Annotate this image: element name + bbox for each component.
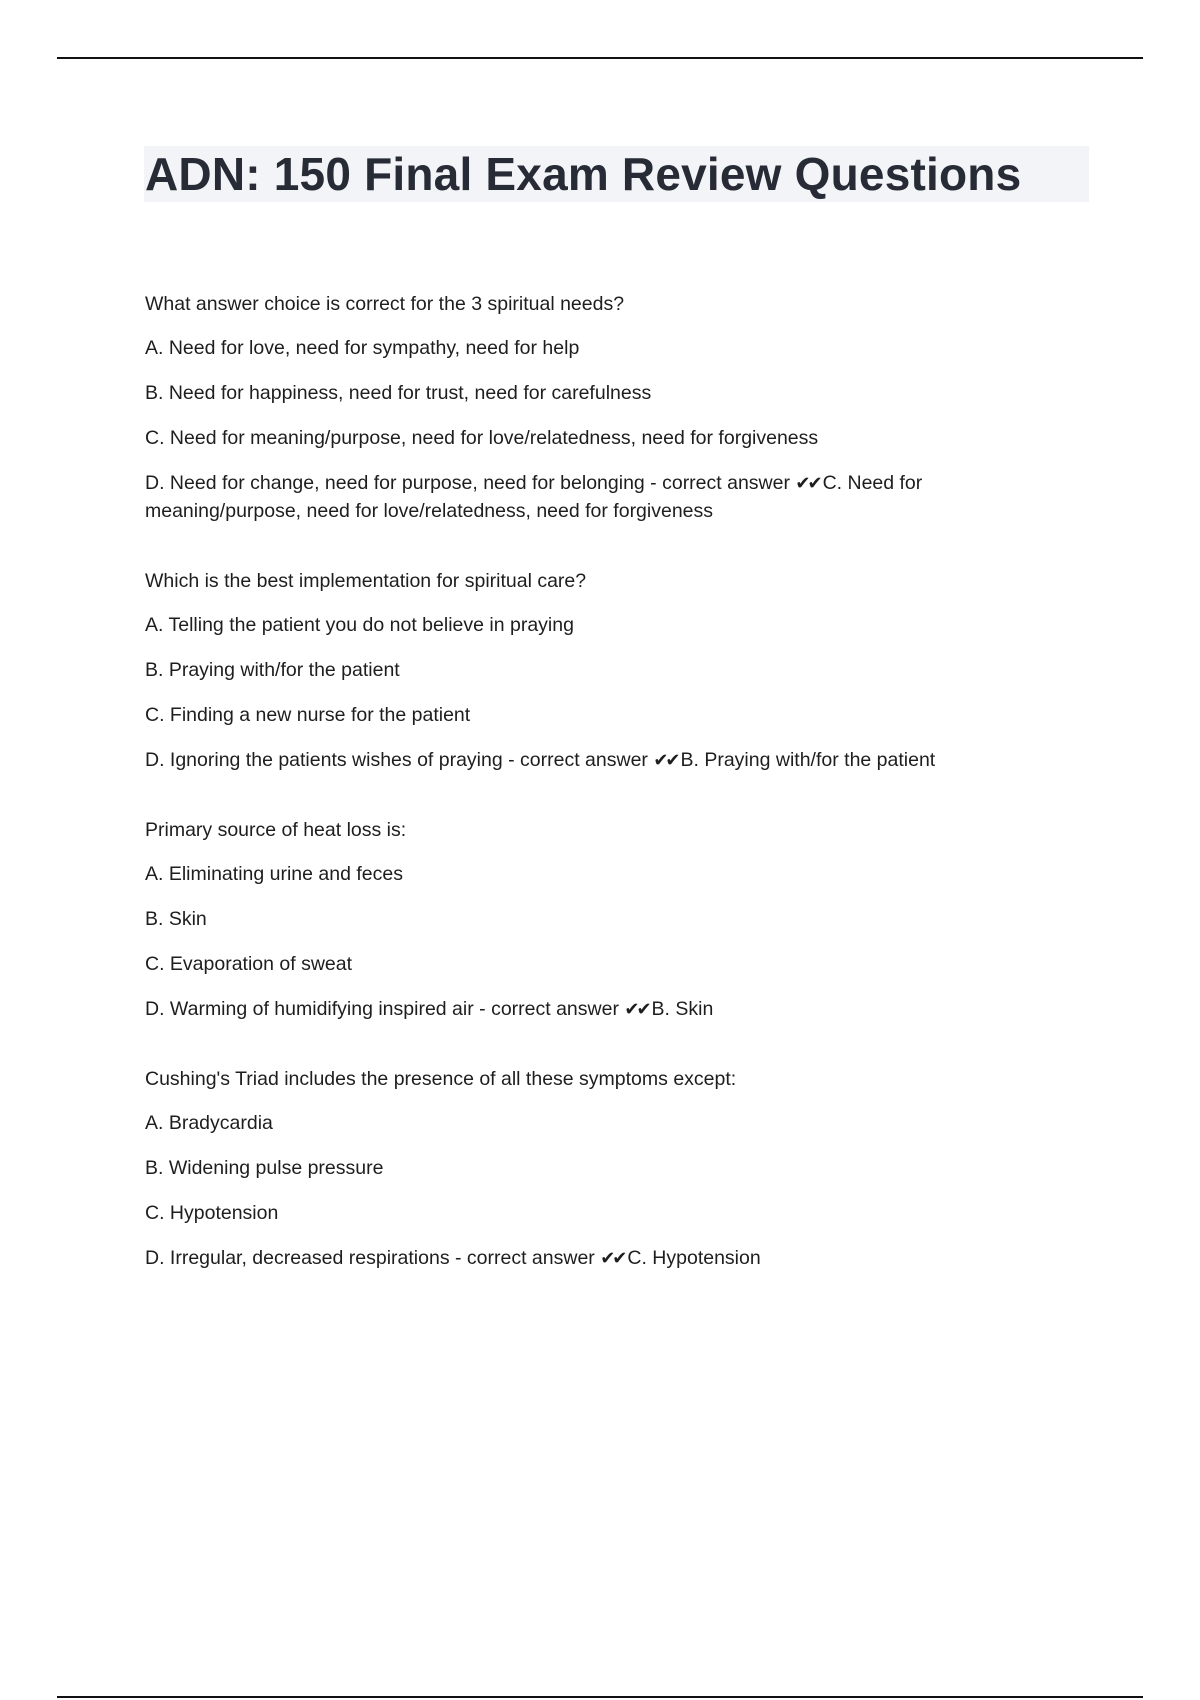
- double-check-icon: ✔✔: [795, 473, 820, 493]
- question-block: [145, 1065, 1005, 1272]
- answer-option-with-key: [145, 995, 1005, 1023]
- correct-answer: C. Hypotension: [627, 1247, 761, 1269]
- answer-prefix: - correct answer: [449, 1247, 601, 1269]
- questions-list: [145, 290, 1005, 1314]
- answer-option: C. Finding a new nurse for the patient: [145, 704, 471, 726]
- answer-option: A. Bradycardia: [145, 1112, 273, 1134]
- bottom-divider: [57, 1696, 1143, 1698]
- answer-prefix: - correct answer: [502, 749, 654, 771]
- question-text: What answer choice is correct for the 3 spiritual needs?: [145, 293, 625, 315]
- option-text: D. Ignoring the patients wishes of praying: [145, 749, 503, 771]
- question-text: Cushing's Triad includes the presence of all these symptoms except:: [145, 1068, 737, 1090]
- double-check-icon: ✔✔: [600, 1248, 625, 1268]
- question-block: [145, 567, 1005, 774]
- double-check-icon: ✔✔: [624, 999, 649, 1019]
- answer-option: C. Need for meaning/purpose, need for love/relatedness, need for forgiveness: [145, 427, 819, 449]
- page-title: ADN: 150 Final Exam Review Questions: [145, 148, 1022, 200]
- correct-answer: B. Skin: [651, 998, 714, 1020]
- question-block: [145, 816, 1005, 1023]
- question-text: Which is the best implementation for spiritual care?: [145, 570, 587, 592]
- answer-prefix: - correct answer: [473, 998, 625, 1020]
- option-text: D. Irregular, decreased respirations: [145, 1247, 450, 1269]
- answer-prefix: - correct answer: [644, 472, 796, 494]
- answer-option: B. Widening pulse pressure: [145, 1157, 384, 1179]
- correct-answer: B. Praying with/for the patient: [680, 749, 936, 771]
- answer-option-with-key: [145, 469, 1005, 525]
- answer-option: A. Eliminating urine and feces: [145, 863, 403, 885]
- answer-option: B. Skin: [145, 908, 207, 930]
- answer-option-with-key: [145, 746, 1005, 774]
- top-divider: [57, 57, 1143, 59]
- answer-option: C. Evaporation of sweat: [145, 953, 353, 975]
- answer-option: B. Need for happiness, need for trust, need for carefulness: [145, 382, 652, 404]
- answer-option: A. Telling the patient you do not believe in praying: [145, 614, 574, 636]
- option-text: D. Warming of humidifying inspired air: [145, 998, 474, 1020]
- answer-option-with-key: [145, 1244, 1005, 1272]
- question-block: [145, 290, 1005, 525]
- answer-option: B. Praying with/for the patient: [145, 659, 400, 681]
- correct-answer: C. Need for meaning/purpose, need for love/relatedness, need for forgiveness: [145, 472, 923, 522]
- option-text: D. Need for change, need for purpose, need for belonging: [145, 472, 645, 494]
- question-text: Primary source of heat loss is:: [145, 819, 407, 841]
- answer-option: A. Need for love, need for sympathy, need for help: [145, 337, 580, 359]
- answer-option: C. Hypotension: [145, 1202, 279, 1224]
- double-check-icon: ✔✔: [653, 750, 678, 770]
